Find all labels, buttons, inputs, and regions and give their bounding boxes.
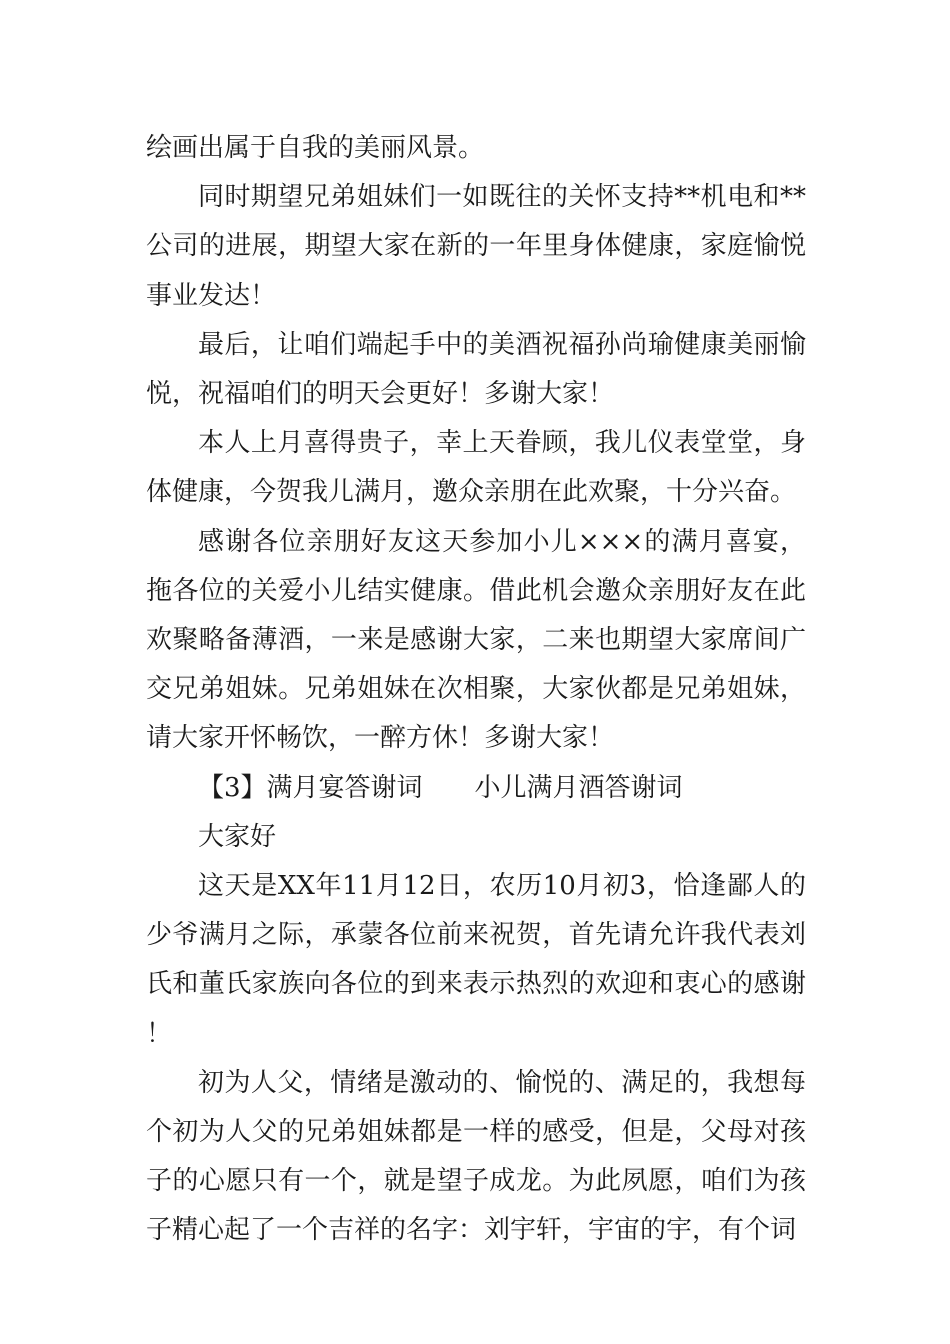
paragraph-4: 本人上月喜得贵子，幸上天眷顾，我儿仪表堂堂，身体健康，今贺我儿满月，邀众亲朋在此欢聚，十分兴奋。 <box>146 428 806 508</box>
section-heading-subtitle: 小儿满月酒答谢词 <box>474 772 683 803</box>
section-heading <box>146 764 806 813</box>
paragraph-7: 初为人父，情绪是激动的、愉悦的、满足的，我想每个初为人父的兄弟姐妹都是一样的感受，但是，父母对孩子的心愿只有一个，就是望子成龙。为此夙愿，咱们为孩子精心起了一个吉祥的名字：刘宇轩，宇宙的宇，有个词 <box>146 1067 806 1246</box>
document-body <box>146 124 806 1256</box>
paragraph-1: 绘画出属于自我的美丽风景。 <box>146 133 485 163</box>
greeting-paragraph: 大家好 <box>198 821 277 852</box>
section-heading-title: 【3】满月宴答谢词 <box>198 772 423 803</box>
paragraph-6: 这天是XX年11月12日，农历10月初3，恰逢鄙人的少爷满月之际，承蒙各位前来祝贺，首先请允许我代表刘氏和董氏家族向各位的到来表示热烈的欢迎和衷心的感谢！ <box>146 871 806 1049</box>
paragraph-5: 感谢各位亲朋好友这天参加小儿×××的满月喜宴，拖各位的关爱小儿结实健康。借此机会邀众亲朋好友在此欢聚略备薄酒，一来是感谢大家，二来也期望大家席间广交兄弟姐妹。兄弟姐妹在次相聚，大家伙都是兄弟姐妹，请大家开怀畅饮，一醉方休！多谢大家！ <box>146 526 806 754</box>
paragraph-3: 最后，让咱们端起手中的美酒祝福孙尚瑜健康美丽愉悦，祝福咱们的明天会更好！多谢大家！ <box>146 329 806 410</box>
paragraph-2: 同时期望兄弟姐妹们一如既往的关怀支持**机电和**公司的进展，期望大家在新的一年里身体健康，家庭愉悦事业发达！ <box>146 182 806 311</box>
